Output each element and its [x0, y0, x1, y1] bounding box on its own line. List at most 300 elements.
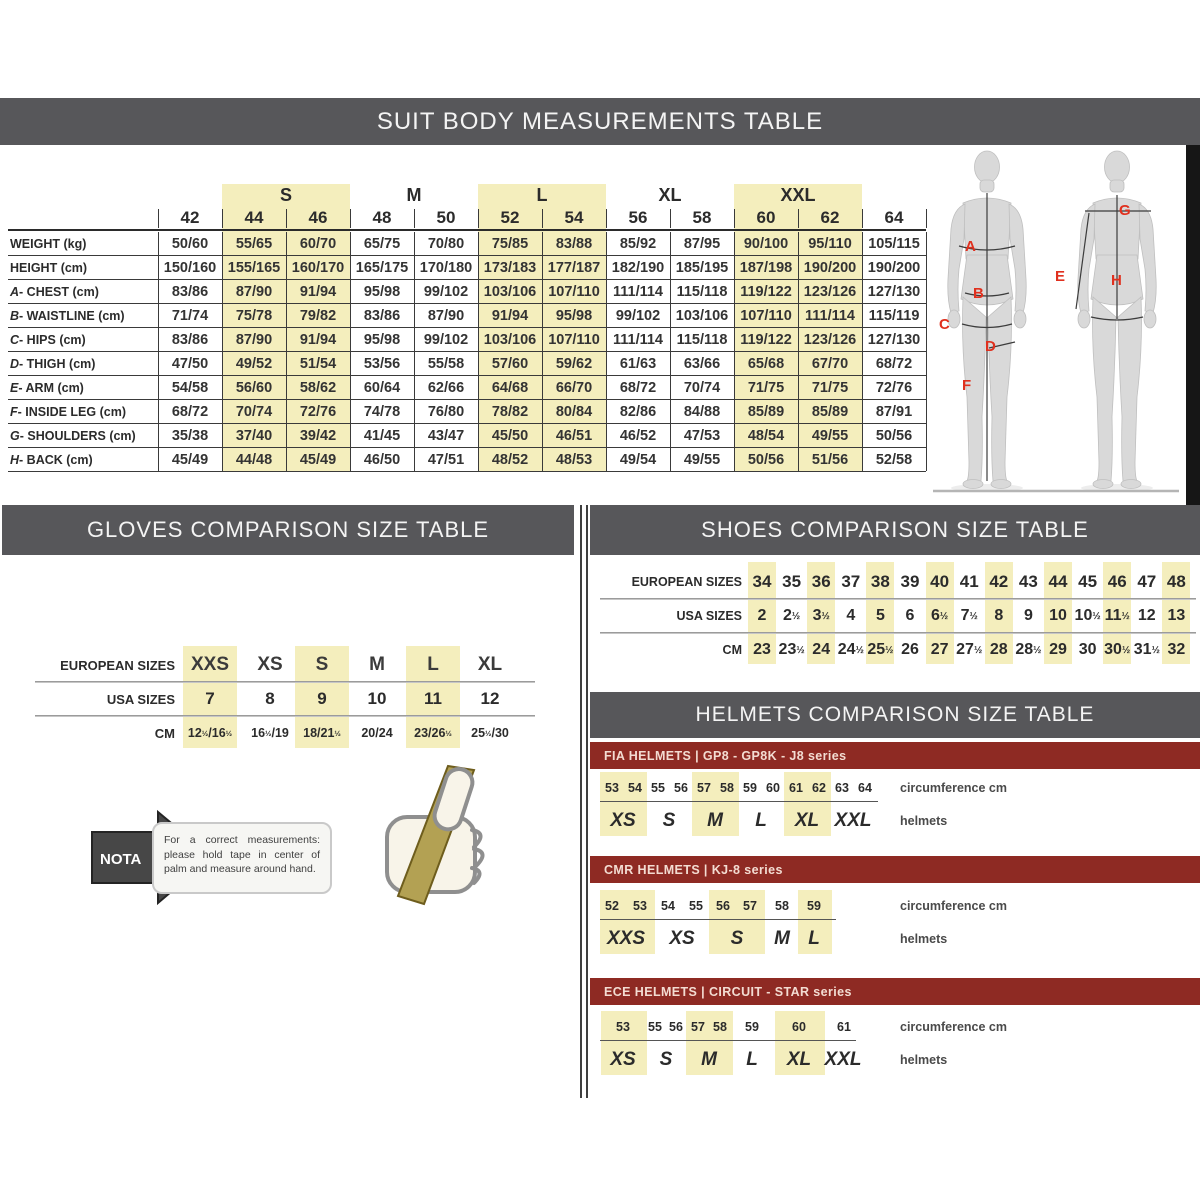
suit-cell: 99/102 [423, 332, 469, 348]
suit-cell: 95/98 [363, 284, 401, 300]
suit-cell: 119/122 [740, 284, 792, 300]
gloves-cell: XXS [190, 654, 230, 675]
suit-size-header: 62 [820, 208, 840, 227]
figure-letter: D [985, 338, 996, 355]
suit-row-label: G - SHOULDERS (cm) [10, 429, 136, 443]
suit-cell: 103/106 [483, 284, 537, 300]
helmet-letter: S [659, 1049, 673, 1070]
suit-cell: 103/106 [675, 308, 729, 324]
suit-size-header: 44 [244, 208, 264, 227]
suit-cell: 85/89 [747, 404, 785, 420]
shoes-cell: 6 ½ [931, 607, 949, 624]
helmet-letter: S [730, 928, 744, 949]
suit-cell: 160/170 [291, 260, 345, 276]
suit-cell: 46/50 [363, 452, 401, 468]
helmet-size: 60 [766, 781, 780, 795]
suit-column-rule [670, 232, 671, 471]
suit-cell: 111/114 [612, 332, 663, 348]
suit-cell: 44/48 [235, 452, 273, 468]
helmet-size: 57 [697, 781, 711, 795]
suit-cell: 43/47 [427, 428, 465, 444]
suit-size-header: 46 [308, 208, 328, 227]
suit-cell: 84/88 [683, 404, 721, 420]
helmet-size: 61 [837, 1020, 851, 1034]
helmet-size: 53 [605, 781, 619, 795]
shoes-table-header [590, 505, 1200, 555]
suit-header-tick [222, 209, 223, 228]
helmet-column-label: circumference cm [900, 899, 1008, 913]
suit-cell: 49/55 [683, 452, 721, 468]
helmet-series-bar: CMR HELMETS | KJ-8 series [590, 856, 1200, 883]
helmet-size: 61 [789, 781, 803, 795]
suit-cell: 50/56 [875, 428, 913, 444]
suit-size-group: XL [658, 184, 682, 205]
suit-cell: 48/52 [491, 452, 529, 468]
shoes-cell: 2 ½ [783, 607, 801, 624]
shoes-cell: 47 [1137, 572, 1157, 591]
suit-size-header: 48 [372, 208, 392, 227]
suit-column-rule [734, 232, 735, 471]
helmet-size: 59 [807, 899, 821, 913]
suit-cell: 71/75 [811, 380, 849, 396]
suit-cell: 70/74 [235, 404, 273, 420]
suit-cell: 91/94 [299, 332, 337, 348]
shoes-cell: 2 [757, 607, 767, 624]
suit-row-letter: H [10, 453, 20, 467]
suit-size-header: 54 [564, 208, 584, 227]
suit-cell: 70/80 [427, 236, 465, 252]
shoes-cell: 37 [841, 572, 861, 591]
suit-size-group: L [536, 184, 548, 205]
gloves-cell: XS [257, 654, 283, 675]
suit-cell: 39/42 [299, 428, 337, 444]
shoes-cell: 43 [1018, 572, 1038, 591]
suit-header-tick [158, 209, 159, 228]
suit-cell: 107/110 [548, 332, 600, 348]
suit-cell: 115/118 [676, 284, 728, 300]
suit-cell: 60/70 [299, 236, 337, 252]
suit-cell: 177/187 [547, 260, 601, 276]
suit-cell: 55/58 [427, 356, 465, 372]
suit-cell: 107/110 [548, 284, 600, 300]
suit-row-label: F - INSIDE LEG (cm) [10, 405, 126, 419]
suit-column-rule [158, 232, 159, 471]
suit-cell: 53/56 [363, 356, 401, 372]
suit-column-rule [926, 232, 927, 471]
suit-cell: 83/86 [171, 284, 209, 300]
gloves-row-label: EUROPEAN SIZES [60, 657, 175, 673]
shoes-cell: 35 [782, 572, 802, 591]
gloves-row-label: CM [154, 725, 175, 741]
suit-cell: 35/38 [171, 428, 209, 444]
gloves-row-label: USA SIZES [106, 691, 175, 707]
helmet-size-rule [600, 801, 878, 802]
suit-cell: 95/110 [808, 236, 852, 252]
suit-cell: 123/126 [803, 284, 857, 300]
shoes-cell: 44 [1048, 572, 1068, 591]
suit-row-label: D - THIGH (cm) [10, 357, 96, 371]
suit-cell: 111/114 [612, 284, 663, 300]
suit-cell: 67/70 [811, 356, 849, 372]
suit-cell: 173/183 [483, 260, 537, 276]
suit-row-label: B - WAISTLINE (cm) [10, 309, 125, 323]
helmet-letter: XXL [824, 1049, 862, 1070]
suit-cell: 111/114 [804, 308, 855, 324]
suit-cell: 76/80 [427, 404, 465, 420]
suit-cell: 185/195 [675, 260, 729, 276]
suit-cell: 45/49 [299, 452, 337, 468]
suit-header-tick [478, 209, 479, 228]
suit-cell: 47/51 [427, 452, 465, 468]
shoes-row-label: USA SIZES [676, 609, 742, 623]
gloves-cell: 7 [205, 689, 215, 708]
suit-cell: 80/84 [555, 404, 593, 420]
helmet-size: 60 [792, 1020, 806, 1034]
suit-column-rule [414, 232, 415, 471]
suit-size-header: 56 [628, 208, 648, 227]
gloves-cell: M [369, 654, 385, 675]
helmet-size: 59 [745, 1020, 759, 1034]
suit-cell: 59/62 [555, 356, 593, 372]
gloves-cell: XL [477, 654, 503, 675]
gloves-cell: 8 [265, 689, 275, 708]
shoes-cell: 10 [1049, 607, 1067, 624]
suit-cell: 65/75 [363, 236, 401, 252]
helmet-size: 57 [691, 1020, 705, 1034]
helmet-letter: M [701, 1049, 717, 1070]
suit-cell: 58/62 [299, 380, 337, 396]
suit-cell: 155/165 [227, 260, 281, 276]
shoes-cell: 32 [1167, 641, 1186, 658]
suit-cell: 75/78 [235, 308, 273, 324]
suit-cell: 46/51 [555, 428, 593, 444]
shoes-cell: 23 [753, 641, 771, 658]
suit-cell: 71/74 [171, 308, 209, 324]
helmet-letter: M [774, 928, 790, 949]
suit-column-rule [222, 232, 223, 471]
suit-cell: 46/52 [619, 428, 657, 444]
suit-size-header: 64 [884, 208, 904, 227]
suit-cell: 87/90 [235, 284, 273, 300]
suit-header-tick [670, 209, 671, 228]
suit-cell: 62/66 [427, 380, 465, 396]
suit-cell: 68/72 [171, 404, 209, 420]
suit-cell: 85/89 [811, 404, 849, 420]
suit-cell: 182/190 [611, 260, 665, 276]
suit-cell: 187/198 [739, 260, 793, 276]
helmet-letter: S [662, 810, 676, 831]
suit-cell: 83/86 [171, 332, 209, 348]
suit-cell: 119/122 [740, 332, 792, 348]
figure-letter: A [965, 238, 976, 255]
suit-cell: 75/85 [491, 236, 529, 252]
helmet-size: 52 [605, 899, 619, 913]
suit-cell: 103/106 [483, 332, 537, 348]
suit-cell: 51/56 [811, 452, 849, 468]
suit-cell: 78/82 [491, 404, 529, 420]
shoes-cell: 7 ½ [960, 607, 978, 624]
suit-header-rule [8, 229, 926, 231]
helmet-size: 58 [775, 899, 789, 913]
suit-row-letter: A [10, 285, 20, 299]
helmet-size: 63 [835, 781, 849, 795]
suit-row-letter: G [10, 429, 20, 443]
suit-cell: 50/60 [171, 236, 209, 252]
suit-cell: 66/70 [555, 380, 593, 396]
suit-row-label: E - ARM (cm) [10, 381, 84, 395]
gloves-cell: 18/21 ½ [303, 726, 341, 740]
helmet-size: 55 [648, 1020, 662, 1034]
suit-column-rule [542, 232, 543, 471]
suit-cell: 74/78 [363, 404, 401, 420]
shoes-cell: 5 [875, 607, 885, 624]
suit-size-group: M [406, 184, 422, 205]
suit-size-group: XXL [780, 184, 816, 205]
photo-edge-strip [1186, 145, 1200, 505]
shoes-row-label: CM [722, 643, 742, 657]
suit-cell: 107/110 [740, 308, 792, 324]
gloves-cell: 12 ½ /16 ½ [187, 726, 233, 740]
helmets-table-title: HELMETS COMPARISON SIZE TABLE [695, 703, 1095, 726]
helmet-size-rule [600, 919, 836, 920]
shoes-cell: 28 ½ [1015, 641, 1042, 658]
suit-header-tick [414, 209, 415, 228]
suit-row-rule [8, 471, 926, 472]
suit-cell: 45/50 [491, 428, 529, 444]
suit-row-letter: C [10, 333, 20, 347]
suit-column-rule [606, 232, 607, 471]
suit-cell: 115/118 [676, 332, 728, 348]
suit-cell: 90/100 [743, 236, 789, 252]
helmet-size: 59 [743, 781, 757, 795]
shoes-cell: 4 [846, 607, 856, 624]
gloves-cell: 16 ½ /19 [251, 726, 289, 740]
shoes-cell: 34 [752, 572, 772, 591]
shoes-cell: 29 [1049, 641, 1067, 658]
suit-cell: 56/60 [235, 380, 273, 396]
helmet-letter: L [746, 1049, 758, 1070]
suit-cell: 99/102 [423, 284, 469, 300]
shoes-cell: 24 [812, 641, 831, 658]
shoes-cell: 31 ½ [1133, 641, 1160, 658]
glove-measure-hand-graphic [352, 762, 512, 912]
figure-letter: H [1111, 272, 1122, 289]
suit-cell: 41/45 [363, 428, 401, 444]
shoes-cell: 28 [989, 641, 1008, 658]
gloves-cell: S [315, 654, 329, 675]
shoes-cell: 26 [901, 641, 919, 658]
gloves-cell: 12 [480, 689, 500, 708]
suit-row-letter: F [10, 405, 18, 419]
gloves-cell: 25 ½ /30 [471, 726, 509, 740]
shoes-cell: 9 [1023, 607, 1033, 624]
helmet-letter: XL [786, 1049, 812, 1070]
suit-header-tick [542, 209, 543, 228]
helmet-size: 53 [616, 1020, 630, 1034]
shoes-cell: 11 ½ [1104, 607, 1130, 624]
gloves-cell: 23/26 ½ [414, 726, 452, 740]
figure-letter: B [973, 285, 984, 302]
suit-cell: 150/160 [163, 260, 217, 276]
helmet-size: 53 [633, 899, 647, 913]
helmet-size: 57 [743, 899, 757, 913]
helmet-column-label: helmets [900, 1053, 948, 1067]
suit-header-tick [350, 209, 351, 228]
helmet-letter: L [755, 810, 767, 831]
suit-cell: 70/74 [683, 380, 721, 396]
gloves-row-divider [35, 715, 535, 717]
suit-column-rule [798, 232, 799, 471]
suit-cell: 91/94 [491, 308, 529, 324]
helmet-letter: M [707, 810, 723, 831]
suit-size-header: 42 [180, 208, 200, 227]
figure-letter: G [1119, 202, 1131, 219]
suit-cell: 47/50 [171, 356, 209, 372]
shoes-cell: 42 [989, 572, 1009, 591]
suit-cell: 95/98 [555, 308, 593, 324]
helmet-series-bar: ECE HELMETS | CIRCUIT - STAR series [590, 978, 1200, 1005]
suit-cell: 64/68 [491, 380, 529, 396]
suit-cell: 48/53 [555, 452, 593, 468]
suit-cell: 55/65 [235, 236, 273, 252]
suit-cell: 165/175 [355, 260, 409, 276]
suit-cell: 95/98 [363, 332, 401, 348]
suit-table-header [0, 98, 1200, 145]
suit-size-header: 50 [436, 208, 456, 227]
shoes-cell: 27 ½ [956, 641, 983, 658]
nota-label: NOTA [100, 851, 142, 868]
helmet-size: 56 [674, 781, 688, 795]
suit-row-label: A - CHEST (cm) [10, 285, 99, 299]
suit-row-letter: D [10, 357, 20, 371]
suit-column-rule [862, 232, 863, 471]
suit-cell: 37/40 [235, 428, 273, 444]
helmet-column-label: helmets [900, 814, 948, 828]
helmet-size: 56 [669, 1020, 683, 1034]
suit-cell: 68/72 [875, 356, 913, 372]
helmet-size: 54 [628, 781, 642, 795]
helmet-series-bar: FIA HELMETS | GP8 - GP8K - J8 series [590, 742, 1200, 769]
helmet-letter: L [808, 928, 820, 949]
gloves-cell: 9 [317, 689, 327, 708]
suit-size-header: 60 [756, 208, 776, 227]
helmet-size: 58 [720, 781, 734, 795]
figure-letter: C [939, 316, 950, 333]
suit-row-label: HEIGHT (cm) [10, 261, 88, 275]
gloves-cell: 10 [367, 689, 387, 708]
suit-cell: 65/68 [747, 356, 785, 372]
suit-header-tick [798, 209, 799, 228]
column-divider-line [580, 505, 582, 1098]
suit-header-tick [606, 209, 607, 228]
shoes-cell: 8 [994, 607, 1004, 624]
helmet-size: 56 [716, 899, 730, 913]
gloves-cell: 20/24 [361, 726, 393, 740]
shoes-row-label: EUROPEAN SIZES [631, 575, 742, 589]
helmet-letter: XXL [834, 810, 872, 831]
shoes-cell: 45 [1078, 572, 1098, 591]
suit-cell: 72/76 [299, 404, 337, 420]
suit-cell: 105/115 [868, 236, 920, 252]
suit-header-tick [862, 209, 863, 228]
shoes-cell: 38 [870, 572, 890, 591]
suit-cell: 91/94 [299, 284, 337, 300]
suit-size-header: 52 [500, 208, 520, 227]
suit-row-label: C - HIPS (cm) [10, 333, 86, 347]
suit-row-letter: E [10, 381, 19, 395]
suit-header-tick [286, 209, 287, 228]
suit-cell: 54/58 [171, 380, 209, 396]
helmet-size: 62 [812, 781, 826, 795]
shoes-table-title: SHOES COMPARISON SIZE TABLE [701, 517, 1089, 542]
suit-cell: 82/86 [619, 404, 657, 420]
suit-row-label: H - BACK (cm) [10, 453, 93, 467]
suit-cell: 51/54 [299, 356, 337, 372]
suit-column-rule [286, 232, 287, 471]
suit-cell: 45/49 [171, 452, 209, 468]
helmet-column-label: circumference cm [900, 1020, 1008, 1034]
suit-cell: 68/72 [619, 380, 657, 396]
shoes-cell: 27 [930, 641, 949, 658]
helmet-size: 55 [689, 899, 703, 913]
suit-cell: 61/63 [619, 356, 657, 372]
suit-cell: 190/200 [867, 260, 921, 276]
shoes-cell: 6 [905, 607, 915, 624]
suit-table-title: SUIT BODY MEASUREMENTS TABLE [376, 107, 824, 135]
suit-cell: 60/64 [363, 380, 401, 396]
suit-header-tick [734, 209, 735, 228]
shoes-cell: 3 ½ [812, 607, 830, 624]
suit-cell: 49/52 [235, 356, 273, 372]
shoes-cell: 48 [1166, 572, 1186, 591]
suit-cell: 47/53 [683, 428, 721, 444]
helmet-letter: XXS [606, 928, 646, 949]
figure-letter: E [1055, 268, 1066, 285]
suit-cell: 83/88 [555, 236, 593, 252]
suit-size-header: 58 [692, 208, 712, 227]
shoes-cell: 46 [1107, 572, 1127, 591]
suit-cell: 72/76 [875, 380, 913, 396]
suit-cell: 123/126 [803, 332, 857, 348]
helmet-letter: XL [794, 810, 820, 831]
shoes-cell: 30 ½ [1104, 641, 1131, 658]
shoes-cell: 39 [900, 572, 920, 591]
suit-cell: 87/95 [683, 236, 721, 252]
suit-cell: 52/58 [875, 452, 913, 468]
helmets-table-header [590, 692, 1200, 738]
suit-cell: 48/54 [747, 428, 785, 444]
suit-cell: 170/180 [419, 260, 473, 276]
suit-cell: 71/75 [747, 380, 785, 396]
suit-cell: 99/102 [615, 308, 661, 324]
suit-cell: 63/66 [683, 356, 721, 372]
gloves-cell: 11 [424, 689, 442, 708]
gloves-table-title: GLOVES COMPARISON SIZE TABLE [86, 517, 490, 542]
shoes-cell: 10 ½ [1074, 607, 1101, 624]
suit-cell: 127/130 [867, 284, 921, 300]
helmet-size: 58 [713, 1020, 727, 1034]
helmet-column-label: helmets [900, 932, 948, 946]
suit-row-letter: B [10, 309, 20, 323]
suit-cell: 57/60 [491, 356, 529, 372]
helmet-letter: XS [669, 928, 695, 949]
shoes-cell: 30 [1078, 641, 1097, 658]
figure-letter: F [962, 377, 972, 394]
shoes-cell: 25 ½ [867, 641, 894, 658]
helmet-size: 55 [651, 781, 665, 795]
suit-cell: 49/55 [811, 428, 849, 444]
suit-cell: 87/90 [427, 308, 465, 324]
